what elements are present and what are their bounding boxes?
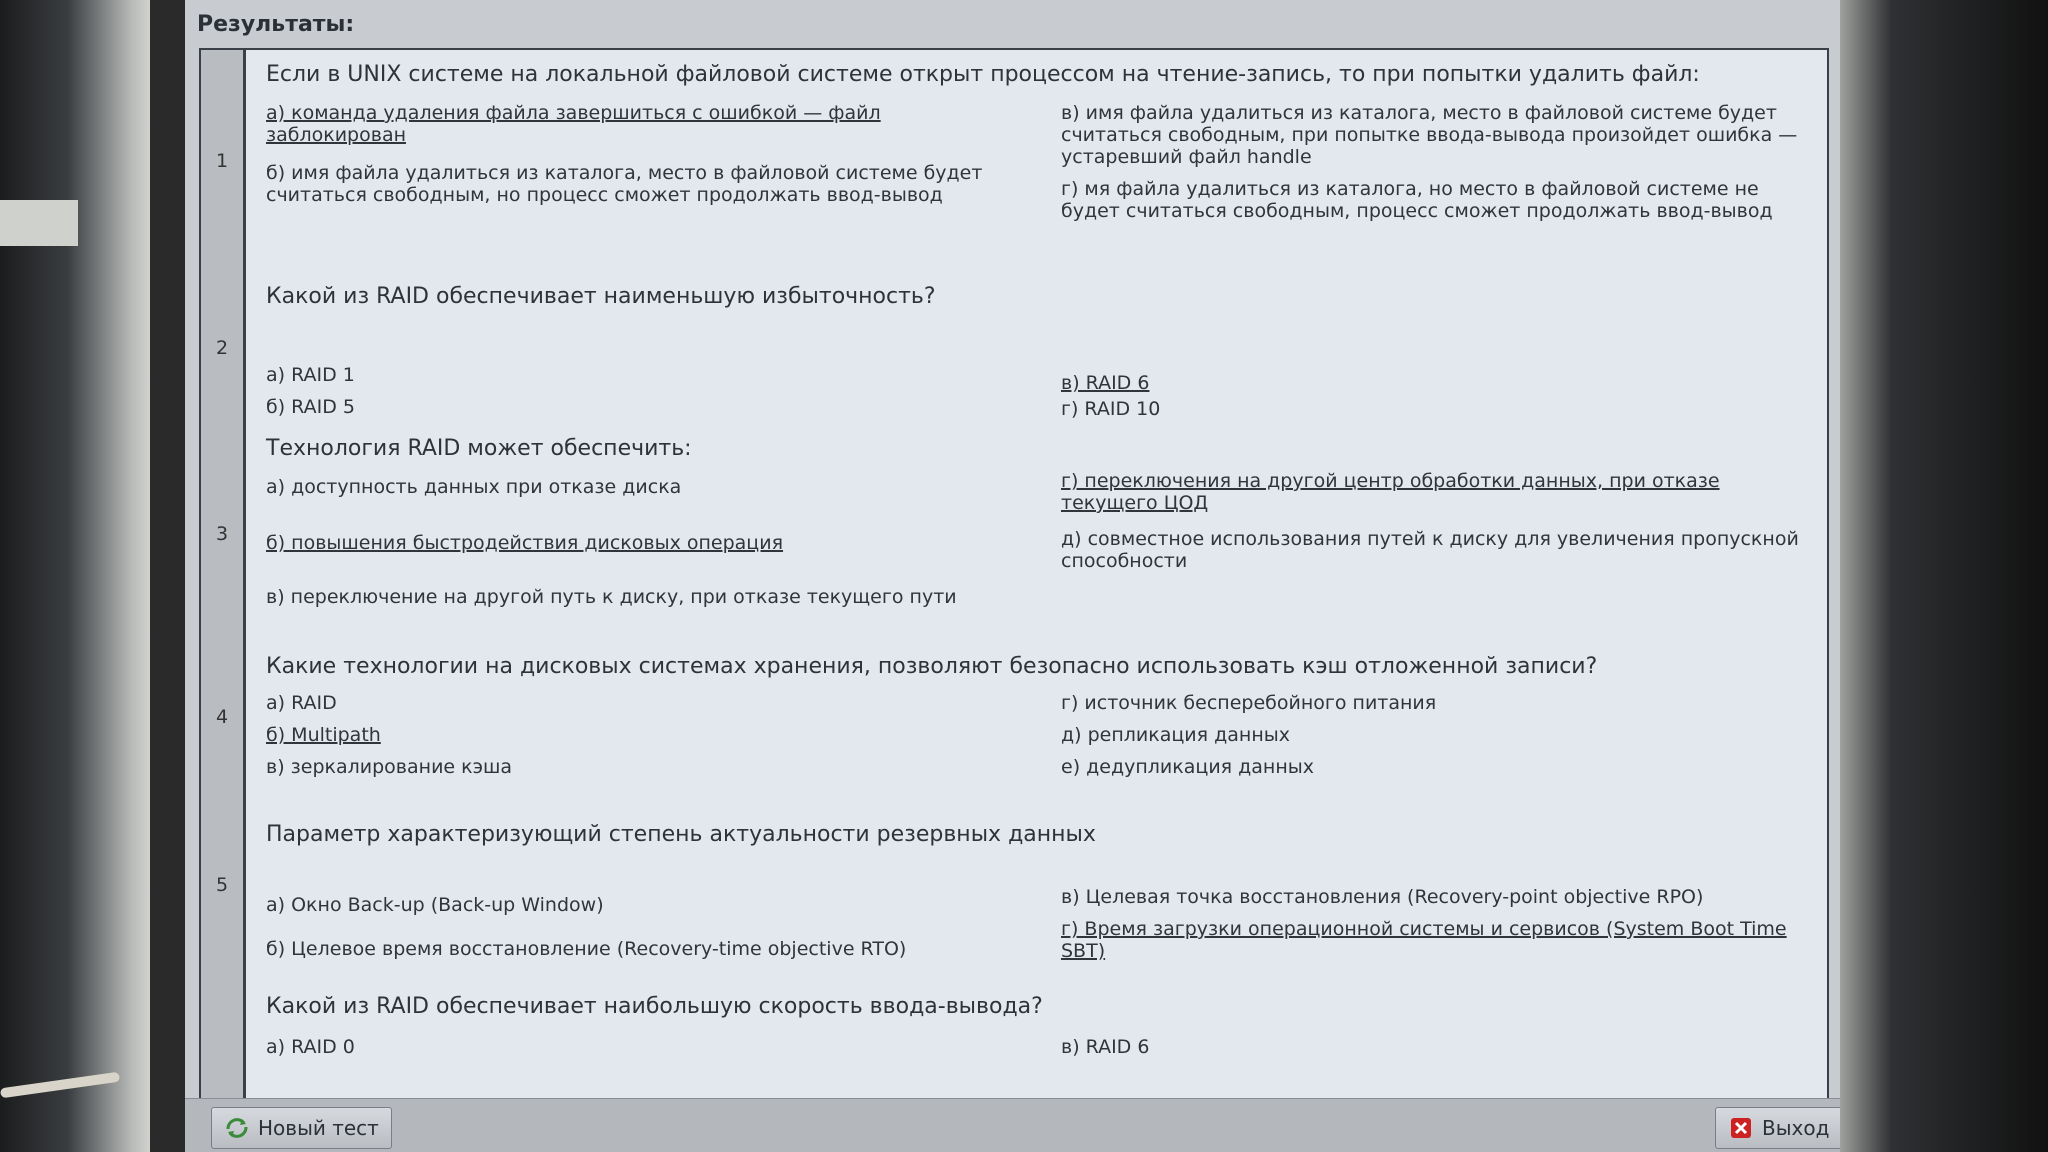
question-text: Параметр характеризующий степень актуальности резервных данных bbox=[266, 822, 1096, 847]
question-row bbox=[201, 272, 1827, 426]
answer-v: в) Целевая точка восстановления (Recovery-point objective RPO) bbox=[1061, 886, 1704, 908]
desk-sticker bbox=[0, 200, 78, 246]
exit-label: Выход bbox=[1762, 1116, 1830, 1140]
question-cell bbox=[246, 424, 1827, 644]
answer-b: б) Целевое время восстановление (Recovery-time objective RTO) bbox=[266, 938, 907, 960]
answer-g: г) RAID 10 bbox=[1061, 398, 1161, 420]
answer-g: г) мя файла удалиться из каталога, но место в файловой системе не будет считаться свободным, процесс сможет продолжать ввод-вывод bbox=[1061, 178, 1773, 222]
question-number: 5 bbox=[201, 790, 246, 980]
question-number: 4 bbox=[201, 644, 246, 790]
recycle-icon bbox=[224, 1117, 250, 1139]
question-text: Если в UNIX системе на локальной файловой системе открыт процессом на чтение-запись, то при попытки удалить файл: bbox=[266, 62, 1700, 87]
question-row bbox=[201, 790, 1827, 982]
answer-a: а) команда удаления файла завершиться с ошибкой — файл заблокирован bbox=[266, 102, 881, 146]
question-cell bbox=[246, 790, 1827, 980]
answer-a: а) доступность данных при отказе диска bbox=[266, 476, 682, 498]
question-cell bbox=[246, 50, 1827, 272]
question-text: Какой из RAID обеспечивает наибольшую скорость ввода-вывода? bbox=[266, 994, 1043, 1019]
question-text: Технология RAID может обеспечить: bbox=[266, 436, 692, 461]
answer-d: д) репликация данных bbox=[1061, 724, 1290, 746]
answer-b: б) имя файла удалиться из каталога, место в файловой системе будет считаться свободным, но процесс сможет продолжать ввод-вывод bbox=[266, 162, 983, 206]
answer-a: а) RAID 0 bbox=[266, 1036, 355, 1058]
question-number: 3 bbox=[201, 424, 246, 644]
monitor-bezel-left bbox=[0, 0, 150, 1152]
answer-v: в) зеркалирование кэша bbox=[266, 756, 513, 778]
answer-v: в) переключение на другой путь к диску, при отказе текущего пути bbox=[266, 586, 957, 608]
results-title: Результаты: bbox=[197, 12, 355, 37]
question-row bbox=[201, 424, 1827, 646]
question-number: 2 bbox=[201, 272, 246, 424]
question-number: 1 bbox=[201, 50, 246, 272]
answer-d: д) совместное использования путей к диску для увеличения пропускной способности bbox=[1061, 528, 1799, 572]
answer-v: в) RAID 6 bbox=[1061, 1036, 1150, 1058]
question-cell bbox=[246, 980, 1827, 1102]
answer-g: г) Время загрузки операционной системы и сервисов (System Boot Time SBT) bbox=[1061, 918, 1787, 962]
new-test-label: Новый тест bbox=[258, 1116, 379, 1140]
answer-a: а) RAID 1 bbox=[266, 364, 355, 386]
answer-b: б) Multipath bbox=[266, 724, 381, 746]
answer-b: б) повышения быстродействия дисковых операция bbox=[266, 532, 784, 554]
question-text: Какие технологии на дисковых системах хранения, позволяют безопасно использовать кэш отложенной записи? bbox=[266, 654, 1598, 679]
question-row bbox=[201, 50, 1827, 274]
answer-b: б) RAID 5 bbox=[266, 396, 355, 418]
answer-v: в) имя файла удалиться из каталога, место в файловой системе будет считаться свободным, при попытке ввода-вывода произойдет ошибка — устаревший файл handle bbox=[1061, 102, 1798, 168]
close-icon bbox=[1728, 1117, 1754, 1139]
answer-a: а) Окно Back-up (Back-up Window) bbox=[266, 894, 604, 916]
answer-v: в) RAID 6 bbox=[1061, 372, 1150, 394]
new-test-button[interactable] bbox=[211, 1107, 392, 1149]
question-text: Какой из RAID обеспечивает наименьшую избыточность? bbox=[266, 284, 936, 309]
question-number bbox=[201, 980, 246, 1102]
answer-a: а) RAID bbox=[266, 692, 337, 714]
results-table bbox=[199, 48, 1829, 1102]
question-cell bbox=[246, 272, 1827, 424]
answer-e: е) дедупликация данных bbox=[1061, 756, 1315, 778]
question-cell bbox=[246, 644, 1827, 790]
answer-g: г) переключения на другой центр обработки данных, при отказе текущего ЦОД bbox=[1061, 470, 1720, 514]
question-row bbox=[201, 644, 1827, 792]
screen bbox=[185, 0, 1840, 1152]
question-row bbox=[201, 980, 1827, 1102]
bottom-toolbar bbox=[185, 1098, 1840, 1152]
answer-g: г) источник бесперебойного питания bbox=[1061, 692, 1437, 714]
exit-button[interactable] bbox=[1715, 1107, 1840, 1149]
